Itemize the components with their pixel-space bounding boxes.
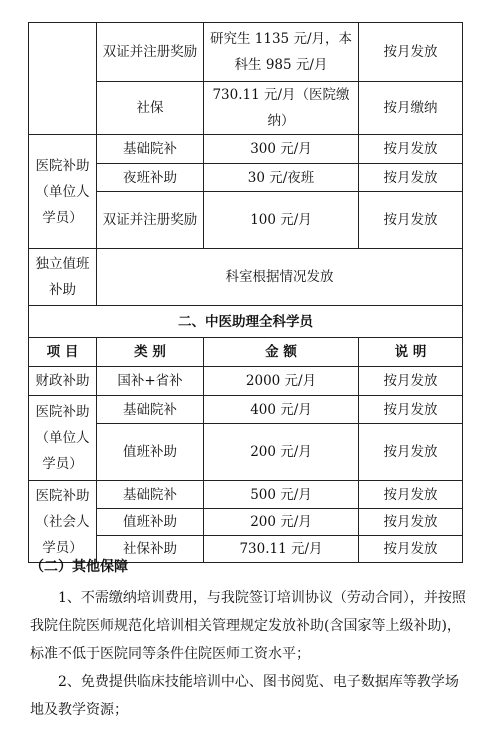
table-cell-note: 按月发放 <box>359 536 463 563</box>
table-row <box>29 135 463 164</box>
paragraph-2 <box>30 668 466 724</box>
table-cell-item: 独立值班补助 <box>29 249 97 306</box>
column-header-amount: 金 额 <box>204 338 359 367</box>
table-row <box>29 481 463 509</box>
table-row <box>29 23 463 82</box>
section-title: 二、中医助理全科学员 <box>29 306 463 338</box>
table-cell-merged: 科室根据情况发放 <box>97 249 463 306</box>
section-title-row <box>29 306 463 338</box>
subsidy-table <box>28 22 463 563</box>
paragraph-1 <box>30 584 466 668</box>
table-cell-note: 按月发放 <box>359 509 463 536</box>
table-cell-note: 按月发放 <box>359 481 463 509</box>
table-cell-type: 基础院补 <box>97 135 204 164</box>
column-header-item: 项 目 <box>29 338 97 367</box>
table-cell-type: 值班补助 <box>97 424 204 481</box>
table-cell-amount: 730.11 元/月（医院缴纳） <box>204 82 359 135</box>
table-cell-note: 按月发放 <box>359 23 463 82</box>
table-cell-amount: 730.11 元/月 <box>204 536 359 563</box>
table-cell-amount: 400 元/月 <box>204 396 359 424</box>
table-row <box>29 249 463 306</box>
table-cell-type: 国补+省补 <box>97 367 204 396</box>
header-row <box>29 338 463 367</box>
table-cell-amount: 200 元/月 <box>204 509 359 536</box>
table-cell-type: 社保补助 <box>97 536 204 563</box>
table-cell-amount: 研究生 1135 元/月，本科生 985 元/月 <box>204 23 359 82</box>
table-cell-amount: 300 元/月 <box>204 135 359 164</box>
table-cell-type: 值班补助 <box>97 509 204 536</box>
table-cell-item: 医院补助（单位人学员） <box>29 396 97 481</box>
table-cell-note: 按月发放 <box>359 424 463 481</box>
table-cell-empty <box>29 23 97 135</box>
table-cell-note: 按月发放 <box>359 367 463 396</box>
paragraph-text: 2、免费提供临床技能培训中心、图书阅览、电子数据库等教学场地及教学资源； <box>30 674 459 718</box>
table-cell-item: 医院补助（社会人学员） <box>29 481 97 563</box>
table-cell-amount: 100 元/月 <box>204 192 359 249</box>
column-header-type: 类 别 <box>97 338 204 367</box>
table-cell-type: 基础院补 <box>97 396 204 424</box>
table-cell-amount: 500 元/月 <box>204 481 359 509</box>
table-cell-amount: 30 元/夜班 <box>204 164 359 192</box>
table-cell-note: 按月发放 <box>359 396 463 424</box>
table-cell-type: 双证并注册奖励 <box>97 23 204 82</box>
table-cell-item: 医院补助（单位人学员） <box>29 135 97 249</box>
table-cell-note: 按月发放 <box>359 192 463 249</box>
table-cell-amount: 200 元/月 <box>204 424 359 481</box>
table-row <box>29 367 463 396</box>
table-cell-type: 社保 <box>97 82 204 135</box>
table-cell-type: 夜班补助 <box>97 164 204 192</box>
column-header-note: 说 明 <box>359 338 463 367</box>
table-cell-note: 按月发放 <box>359 135 463 164</box>
table-cell-type: 双证并注册奖励 <box>97 192 204 249</box>
table-cell-amount: 2000 元/月 <box>204 367 359 396</box>
table-cell-note: 按月缴纳 <box>359 82 463 135</box>
table-cell-note: 按月发放 <box>359 164 463 192</box>
paragraph-text: 1、不需缴纳培训费用，与我院签订培训协议（劳动合同），并按照我院住院医师规范化培训相关管理规定发放补助(含国家等上级补助)，标准不低于医院同等条件住院医师工资水平； <box>30 590 466 662</box>
table-cell-type: 基础院补 <box>97 481 204 509</box>
section-heading: （二）其他保障 <box>30 559 128 575</box>
table-cell-item: 财政补助 <box>29 367 97 396</box>
table-row <box>29 396 463 424</box>
